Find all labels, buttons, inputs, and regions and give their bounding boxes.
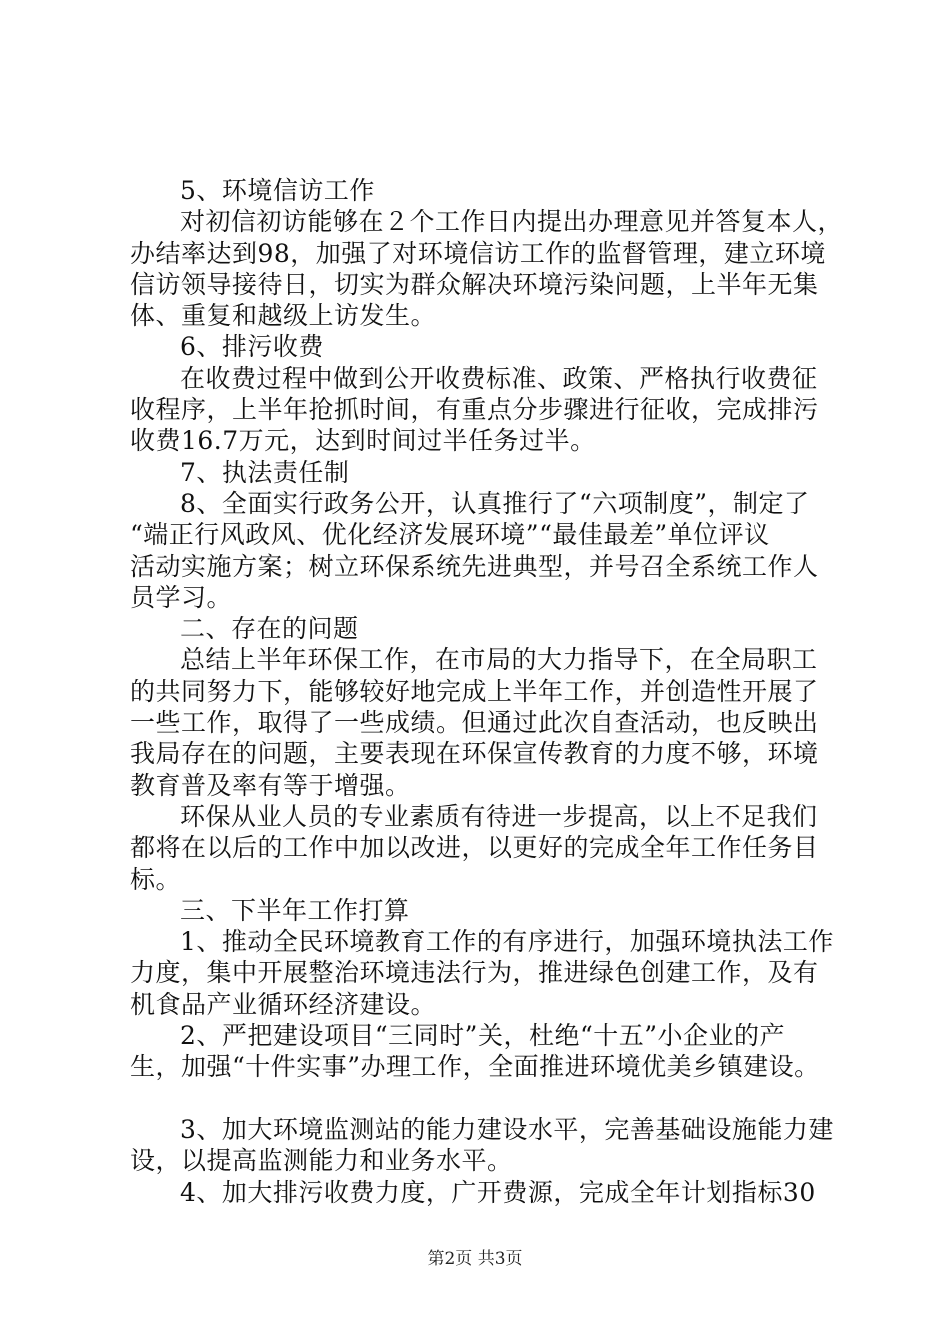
paragraph-line: 一些工作，取得了一些成绩。但通过此次自查活动，也反映出 <box>130 708 819 738</box>
paragraph-line: 信访领导接待日，切实为群众解决环境污染问题，上半年无集 <box>130 269 819 299</box>
paragraph-line: 在收费过程中做到公开收费标准、政策、严格执行收费征 <box>180 363 818 393</box>
paragraph-line: 办结率达到98，加强了对环境信访工作的监督管理，建立环境 <box>130 238 826 268</box>
paragraph-line: 标。 <box>130 864 182 894</box>
paragraph-line: 8、全面实行政务公开，认真推行了“六项制度”，制定了 <box>180 488 810 518</box>
paragraph-line: 生，加强“十件实事”办理工作，全面推进环境优美乡镇建设。 <box>130 1052 820 1082</box>
paragraph-line: 收程序，上半年抢抓时间，有重点分步骤进行征收，完成排污 <box>130 395 819 425</box>
heading-second-half-plan: 三、下半年工作打算 <box>180 895 410 925</box>
heading-pollution-fees: 6、排污收费 <box>180 332 324 362</box>
heading-existing-problems: 二、存在的问题 <box>180 614 359 644</box>
paragraph-line: 的共同努力下，能够较好地完成上半年工作，并创造性开展了 <box>130 676 819 706</box>
paragraph-line: “端正行风政风、优化经济发展环境”“最佳最差”单位评议 <box>130 520 770 550</box>
paragraph-line: 4、加大排污收费力度，广开费源，完成全年计划指标30 <box>180 1177 816 1207</box>
page-number-footer: 第2页 共3页 <box>427 1249 523 1269</box>
paragraph-line: 活动实施方案；树立环保系统先进典型，并号召全系统工作人 <box>130 551 819 581</box>
paragraph-line: 2、严把建设项目“三同时”关，杜绝“十五”小企业的产 <box>180 1021 786 1051</box>
paragraph-line: 对初信初访能够在２个工作日内提出办理意见并答复本人， <box>180 207 844 237</box>
paragraph-line: 3、加大环境监测站的能力建设水平，完善基础设施能力建 <box>180 1114 834 1144</box>
blank-line <box>130 1083 835 1114</box>
heading-law-enforcement: 7、执法责任制 <box>180 457 350 487</box>
paragraph-line: 1、推动全民环境教育工作的有序进行，加强环境执法工作 <box>180 927 834 957</box>
paragraph-line: 设，以提高监测能力和业务水平。 <box>130 1146 513 1176</box>
paragraph-line: 员学习。 <box>130 582 233 612</box>
paragraph-line: 教育普及率有等于增强。 <box>130 770 411 800</box>
paragraph-line: 力度，集中开展整治环境违法行为，推进绿色创建工作，及有 <box>130 958 819 988</box>
paragraph-line: 都将在以后的工作中加以改进，以更好的完成全年工作任务目 <box>130 833 819 863</box>
document-body <box>130 175 844 1208</box>
paragraph-line: 收费16.7万元，达到时间过半任务过半。 <box>130 426 596 456</box>
paragraph-line: 我局存在的问题，主要表现在环保宣传教育的力度不够，环境 <box>130 739 819 769</box>
heading-environmental-petition: 5、环境信访工作 <box>180 176 375 205</box>
paragraph-line: 总结上半年环保工作，在市局的大力指导下，在全局职工 <box>180 645 818 675</box>
paragraph-line: 环保从业人员的专业素质有待进一步提高，以上不足我们 <box>180 801 818 831</box>
paragraph-line: 机食品产业循环经济建设。 <box>130 989 437 1019</box>
paragraph-line: 体、重复和越级上访发生。 <box>130 301 437 331</box>
